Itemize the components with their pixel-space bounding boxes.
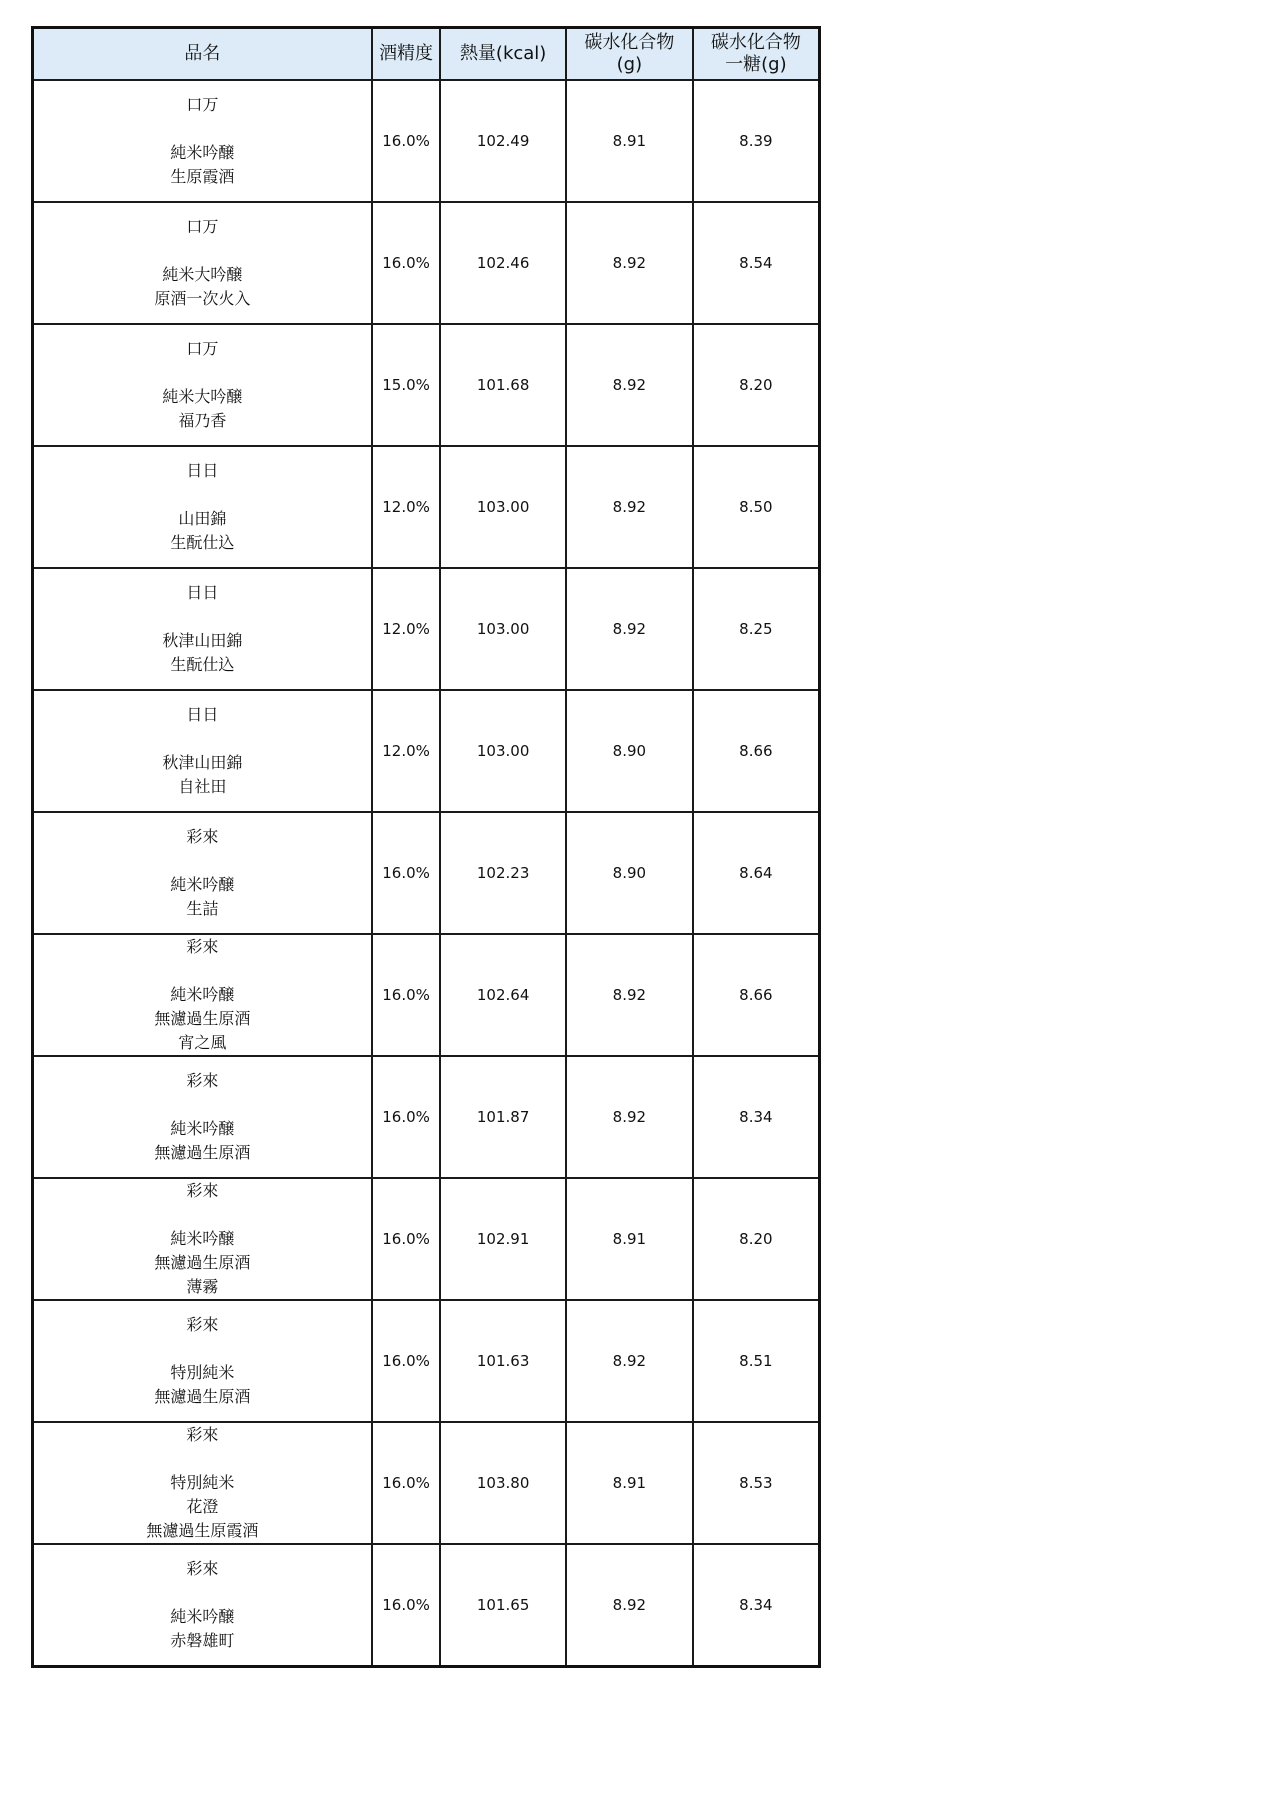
calories-cell: 103.00 xyxy=(440,690,566,812)
product-name-cell xyxy=(33,446,372,568)
product-name-line: 生酛仕込 xyxy=(170,655,235,674)
sugar-cell: 8.66 xyxy=(693,690,820,812)
sugar-cell: 8.64 xyxy=(693,812,820,934)
product-name-line: 純米吟醸 xyxy=(170,875,235,894)
table-row xyxy=(33,202,820,324)
product-name-line: 原酒一次火入 xyxy=(154,289,251,308)
product-name-line: 無濾過生原酒 xyxy=(154,1009,251,1028)
brand-name: 口万 xyxy=(186,339,219,358)
header-row xyxy=(33,28,820,81)
product-name-line: 花澄 xyxy=(186,1497,219,1516)
calories-cell: 101.65 xyxy=(440,1544,566,1667)
product-name-line: 秋津山田錦 xyxy=(162,631,243,650)
calories-cell: 101.87 xyxy=(440,1056,566,1178)
header-sugar xyxy=(693,28,820,81)
brand-name: 彩來 xyxy=(186,1071,219,1090)
product-name-cell xyxy=(33,1422,372,1544)
brand-name: 彩來 xyxy=(186,1181,219,1200)
calories-cell: 102.64 xyxy=(440,934,566,1056)
sugar-cell: 8.53 xyxy=(693,1422,820,1544)
product-name-line: 赤磐雄町 xyxy=(170,1631,235,1650)
product-name-cell xyxy=(33,1178,372,1300)
brand-name: 日日 xyxy=(186,461,219,480)
table-row xyxy=(33,324,820,446)
alcohol-cell: 16.0% xyxy=(372,1300,440,1422)
table-row xyxy=(33,1300,820,1422)
carbs-cell: 8.92 xyxy=(566,934,693,1056)
alcohol-cell: 16.0% xyxy=(372,202,440,324)
calories-cell: 102.91 xyxy=(440,1178,566,1300)
carbs-cell: 8.91 xyxy=(566,1178,693,1300)
product-name-line: 純米吟醸 xyxy=(170,1229,235,1248)
alcohol-cell: 16.0% xyxy=(372,1056,440,1178)
table-header xyxy=(33,28,820,81)
product-name-line: 純米吟醸 xyxy=(170,143,235,162)
header-alcohol: 酒精度 xyxy=(372,28,440,81)
sugar-cell: 8.20 xyxy=(693,1178,820,1300)
carbs-cell: 8.90 xyxy=(566,690,693,812)
product-name-line: 純米大吟醸 xyxy=(162,387,243,406)
product-name-cell xyxy=(33,812,372,934)
brand-name: 日日 xyxy=(186,705,219,724)
calories-cell: 102.49 xyxy=(440,80,566,202)
calories-cell: 102.23 xyxy=(440,812,566,934)
brand-name: 彩來 xyxy=(186,827,219,846)
table-row xyxy=(33,446,820,568)
calories-cell: 101.63 xyxy=(440,1300,566,1422)
carbs-cell: 8.91 xyxy=(566,80,693,202)
calories-cell: 103.00 xyxy=(440,446,566,568)
product-name-line: 福乃香 xyxy=(178,411,227,430)
brand-name: 日日 xyxy=(186,583,219,602)
calories-cell: 102.46 xyxy=(440,202,566,324)
product-name-line: 生原霞酒 xyxy=(170,167,235,186)
header-sugar-unit: 一糖(g) xyxy=(725,54,787,75)
sugar-cell: 8.34 xyxy=(693,1056,820,1178)
brand-name: 口万 xyxy=(186,95,219,114)
header-carbs xyxy=(566,28,693,81)
header-sugar-label: 碳水化合物 xyxy=(710,32,801,54)
brand-name: 彩來 xyxy=(186,1559,219,1578)
sugar-cell: 8.25 xyxy=(693,568,820,690)
sugar-cell: 8.39 xyxy=(693,80,820,202)
product-name-cell xyxy=(33,202,372,324)
brand-name: 彩來 xyxy=(186,1315,219,1334)
product-name-cell xyxy=(33,568,372,690)
carbs-cell: 8.92 xyxy=(566,1300,693,1422)
alcohol-cell: 16.0% xyxy=(372,1544,440,1667)
table-row xyxy=(33,812,820,934)
table-body xyxy=(33,80,820,1667)
calories-cell: 103.00 xyxy=(440,568,566,690)
alcohol-cell: 16.0% xyxy=(372,80,440,202)
product-name-cell xyxy=(33,934,372,1056)
product-name-line: 生酛仕込 xyxy=(170,533,235,552)
product-name-line: 無濾過生原酒 xyxy=(154,1387,251,1406)
calories-cell: 103.80 xyxy=(440,1422,566,1544)
product-name-cell xyxy=(33,1544,372,1667)
product-name-line: 純米吟醸 xyxy=(170,985,235,1004)
sugar-cell: 8.20 xyxy=(693,324,820,446)
product-name-cell xyxy=(33,1056,372,1178)
alcohol-cell: 16.0% xyxy=(372,812,440,934)
carbs-cell: 8.90 xyxy=(566,812,693,934)
alcohol-cell: 16.0% xyxy=(372,1178,440,1300)
header-name: 品名 xyxy=(33,28,372,81)
product-name-line: 純米吟醸 xyxy=(170,1119,235,1138)
sugar-cell: 8.54 xyxy=(693,202,820,324)
carbs-cell: 8.92 xyxy=(566,446,693,568)
sugar-cell: 8.66 xyxy=(693,934,820,1056)
product-name-line: 無濾過生原霞酒 xyxy=(146,1521,259,1540)
product-name-line: 生詰 xyxy=(186,899,219,918)
table-row xyxy=(33,1056,820,1178)
brand-name: 口万 xyxy=(186,217,219,236)
calories-cell: 101.68 xyxy=(440,324,566,446)
brand-name: 彩來 xyxy=(186,1425,219,1444)
header-carbs-unit: (g) xyxy=(616,54,643,75)
product-name-line: 無濾過生原酒 xyxy=(154,1253,251,1272)
carbs-cell: 8.92 xyxy=(566,568,693,690)
product-name-cell xyxy=(33,324,372,446)
product-name-line: 薄霧 xyxy=(186,1277,219,1296)
carbs-cell: 8.92 xyxy=(566,324,693,446)
table-row xyxy=(33,1178,820,1300)
sugar-cell: 8.50 xyxy=(693,446,820,568)
table-row xyxy=(33,80,820,202)
product-name-line: 純米大吟醸 xyxy=(162,265,243,284)
product-name-line: 秋津山田錦 xyxy=(162,753,243,772)
table-row xyxy=(33,1422,820,1544)
alcohol-cell: 12.0% xyxy=(372,446,440,568)
product-name-line: 特別純米 xyxy=(170,1473,235,1492)
product-name-cell xyxy=(33,1300,372,1422)
header-carbs-label: 碳水化合物 xyxy=(584,32,675,54)
table-row xyxy=(33,1544,820,1667)
product-name-line: 山田錦 xyxy=(178,509,227,528)
product-name-line: 自社田 xyxy=(178,777,227,796)
alcohol-cell: 12.0% xyxy=(372,690,440,812)
alcohol-cell: 12.0% xyxy=(372,568,440,690)
alcohol-cell: 16.0% xyxy=(372,934,440,1056)
product-name-line: 無濾過生原酒 xyxy=(154,1143,251,1162)
carbs-cell: 8.92 xyxy=(566,202,693,324)
carbs-cell: 8.91 xyxy=(566,1422,693,1544)
product-name-line: 宵之風 xyxy=(178,1033,227,1052)
table-row xyxy=(33,690,820,812)
header-calories: 熱量(kcal) xyxy=(440,28,566,81)
sugar-cell: 8.51 xyxy=(693,1300,820,1422)
table-row xyxy=(33,934,820,1056)
product-name-cell xyxy=(33,80,372,202)
carbs-cell: 8.92 xyxy=(566,1544,693,1667)
product-name-line: 純米吟醸 xyxy=(170,1607,235,1626)
table-row xyxy=(33,568,820,690)
sugar-cell: 8.34 xyxy=(693,1544,820,1667)
alcohol-cell: 15.0% xyxy=(372,324,440,446)
product-name-line: 特別純米 xyxy=(170,1363,235,1382)
carbs-cell: 8.92 xyxy=(566,1056,693,1178)
alcohol-cell: 16.0% xyxy=(372,1422,440,1544)
product-name-cell xyxy=(33,690,372,812)
brand-name: 彩來 xyxy=(186,937,219,956)
nutrition-table xyxy=(31,26,821,1668)
